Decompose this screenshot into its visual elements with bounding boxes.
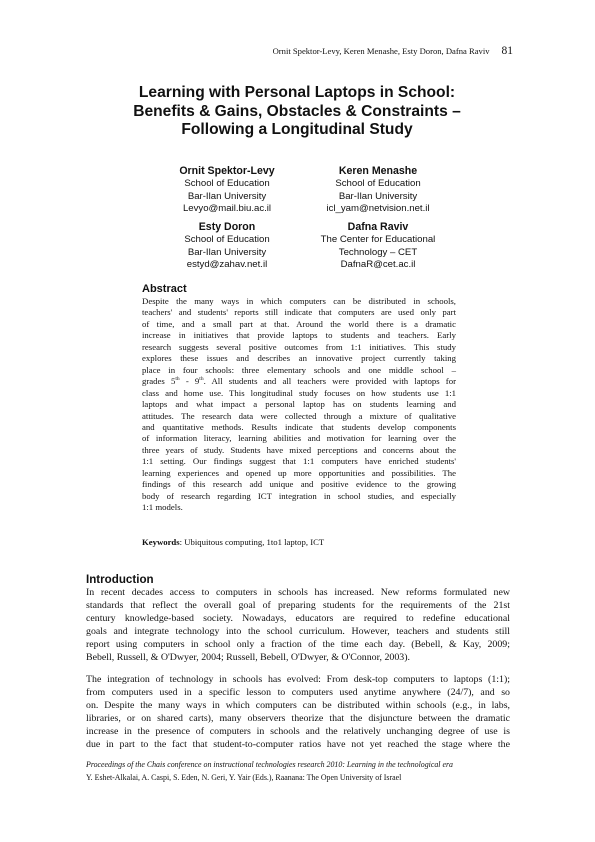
abstract-line: research suggests several positive outcomes from 1:1 initiatives. This study bbox=[142, 341, 456, 352]
author-affiliation: School of Education bbox=[184, 233, 270, 245]
abstract-line: findings of this research add unique and positive evidence to the growing bbox=[142, 479, 456, 490]
abstract-line: Despite the many ways in which computers can be distributed in schools, bbox=[142, 296, 456, 306]
keywords bbox=[142, 537, 324, 547]
abstract-line: 1:1 setting. Our findings suggest that 1:1 computers have enriched students' bbox=[142, 456, 456, 467]
paragraph-line: from computers used in a specific lesson to computers used anytime anywhere (24/7), and so bbox=[86, 686, 510, 698]
author-affiliation: Bar-Ilan University bbox=[338, 190, 418, 202]
introduction-heading: Introduction bbox=[86, 573, 154, 586]
introduction-paragraph-2 bbox=[86, 674, 510, 751]
running-head-authors: Ornit Spektor-Levy, Keren Menashe, Esty Doron, Dafna Raviv bbox=[272, 46, 490, 56]
abstract-line: explores these issues and describes an innovative project currently taking bbox=[142, 353, 456, 364]
title-line-1: Learning with Personal Laptops in School: bbox=[138, 84, 456, 101]
footer-proceedings: Proceedings of the Chais conference on instructional technologies research 2010: Learning in the technological era bbox=[86, 760, 453, 769]
title-line-3: Following a Longitudinal Study bbox=[181, 121, 413, 138]
abstract-line: learning experiences and opened up more opportunities and possibilities. The bbox=[142, 467, 456, 478]
author-email[interactable]: icl_yam@netvision.net.il bbox=[326, 203, 430, 215]
author-block-4 bbox=[293, 221, 463, 272]
author-email[interactable]: DafnaR@cet.ac.il bbox=[340, 259, 416, 271]
author-name: Ornit Spektor-Levy bbox=[179, 165, 275, 177]
abstract-heading: Abstract bbox=[142, 283, 187, 295]
author-block-1 bbox=[142, 165, 312, 216]
keywords-label: Keywords bbox=[142, 537, 180, 547]
author-block-2 bbox=[293, 165, 463, 216]
abstract-line: increase in initiatives that provide laptops to students and teachers. Early bbox=[142, 330, 456, 341]
paragraph-line: on. Despite the many ways in which computers can be distributed within schools (e.g., in labs, bbox=[86, 699, 510, 711]
paragraph-line: goals and integrate technology into the school curriculum. However, teachers and students still bbox=[86, 625, 510, 637]
grades-prefix: grades 5 bbox=[142, 376, 176, 387]
paragraph-line: century knowledge-based society. Nowadays, educators are required to redefine educational bbox=[86, 612, 510, 624]
grades-sup-2: th bbox=[199, 376, 204, 383]
abstract-line: three years of study. Students have mixed perceptions and concerns about the bbox=[142, 444, 456, 455]
author-name: Dafna Raviv bbox=[347, 221, 409, 233]
abstract-line: 1:1 models. bbox=[142, 502, 183, 513]
author-name: Esty Doron bbox=[198, 221, 256, 233]
author-email[interactable]: Levyo@mail.biu.ac.il bbox=[182, 203, 272, 215]
author-affiliation: Technology – CET bbox=[338, 246, 418, 258]
paragraph-line: libraries, or on shared carts), many observers theorize that the disjuncture between the dramatic bbox=[86, 712, 510, 724]
abstract-line: and quantitative methods. Results indicate that students develop components bbox=[142, 421, 456, 432]
abstract-line: class and home use. This longitudinal study focuses on how students use 1:1 bbox=[142, 387, 456, 398]
paragraph-line: standards that reflect the overall goal of preparing students for the requirements of the 21st bbox=[86, 599, 510, 611]
author-affiliation: Bar-Ilan University bbox=[187, 246, 267, 258]
introduction-paragraph-1 bbox=[86, 587, 510, 664]
author-affiliation: Bar-Ilan University bbox=[187, 190, 267, 202]
grades-mid: - 9 bbox=[179, 376, 200, 387]
paragraph-line: increase in the presence of computers in schools and the relatively unchanging degree of use is bbox=[86, 725, 510, 737]
abstract-line: body of research regarding ICT integration in school studies, and especially bbox=[142, 490, 456, 501]
abstract-line-grades bbox=[142, 376, 456, 387]
keywords-text: : Ubiquitous computing, 1to1 laptop, ICT bbox=[179, 537, 325, 547]
abstract-line: place in four schools: three elementary schools and one middle school – bbox=[142, 364, 456, 375]
paragraph-line: In recent decades access to computers in schools has increased. New reforms formulated new bbox=[86, 587, 510, 598]
paragraph-line: report using computers in school only a fraction of the time each day. (Bebell, & Kay, 2009; bbox=[86, 638, 510, 650]
abstract-body bbox=[142, 296, 456, 514]
page-number: 81 bbox=[501, 45, 513, 57]
abstract-line: teachers' and students' reports still indicate that computers are used only part bbox=[142, 307, 456, 318]
paragraph-line: due in part to the fact that student-to-computer ratios have not yet reached the stage where the bbox=[86, 738, 510, 750]
author-affiliation: School of Education bbox=[335, 177, 421, 189]
paper-title bbox=[88, 84, 506, 140]
author-block-3 bbox=[142, 221, 312, 272]
grades-sup-1: th bbox=[175, 376, 180, 383]
abstract-line: of time, and a small part at that. Around the world there is a dramatic bbox=[142, 318, 456, 329]
paragraph-line: Bebell, Russell, & O'Dwyer, 2004; Russell, Bebell, O'Dwyer, & O'Connor, 2003). bbox=[86, 651, 410, 663]
abstract-line: attitudes. The research data were collected through a mixture of qualitative bbox=[142, 410, 456, 421]
running-header bbox=[0, 41, 513, 59]
abstract-line: of information literacy, learning abilities and motivation for learning over the bbox=[142, 433, 456, 444]
author-affiliation: School of Education bbox=[184, 177, 270, 189]
author-email[interactable]: estyd@zahav.net.il bbox=[186, 259, 268, 271]
author-name: Keren Menashe bbox=[338, 165, 418, 177]
author-affiliation: The Center for Educational bbox=[320, 233, 436, 245]
paragraph-line: The integration of technology in schools has evolved: From desk-top computers to laptops (1:1); bbox=[86, 674, 510, 685]
footer-editors: Y. Eshet-Alkalai, A. Caspi, S. Eden, N. Geri, Y. Yair (Eds.), Raanana: The Open University of Israel bbox=[86, 773, 402, 782]
title-line-2: Benefits & Gains, Obstacles & Constraints – bbox=[133, 102, 461, 120]
grades-suffix: . All students and all teachers were provided with laptops for bbox=[203, 376, 456, 387]
abstract-line: laptops and what impact a personal laptop has on students learning and bbox=[142, 399, 456, 410]
